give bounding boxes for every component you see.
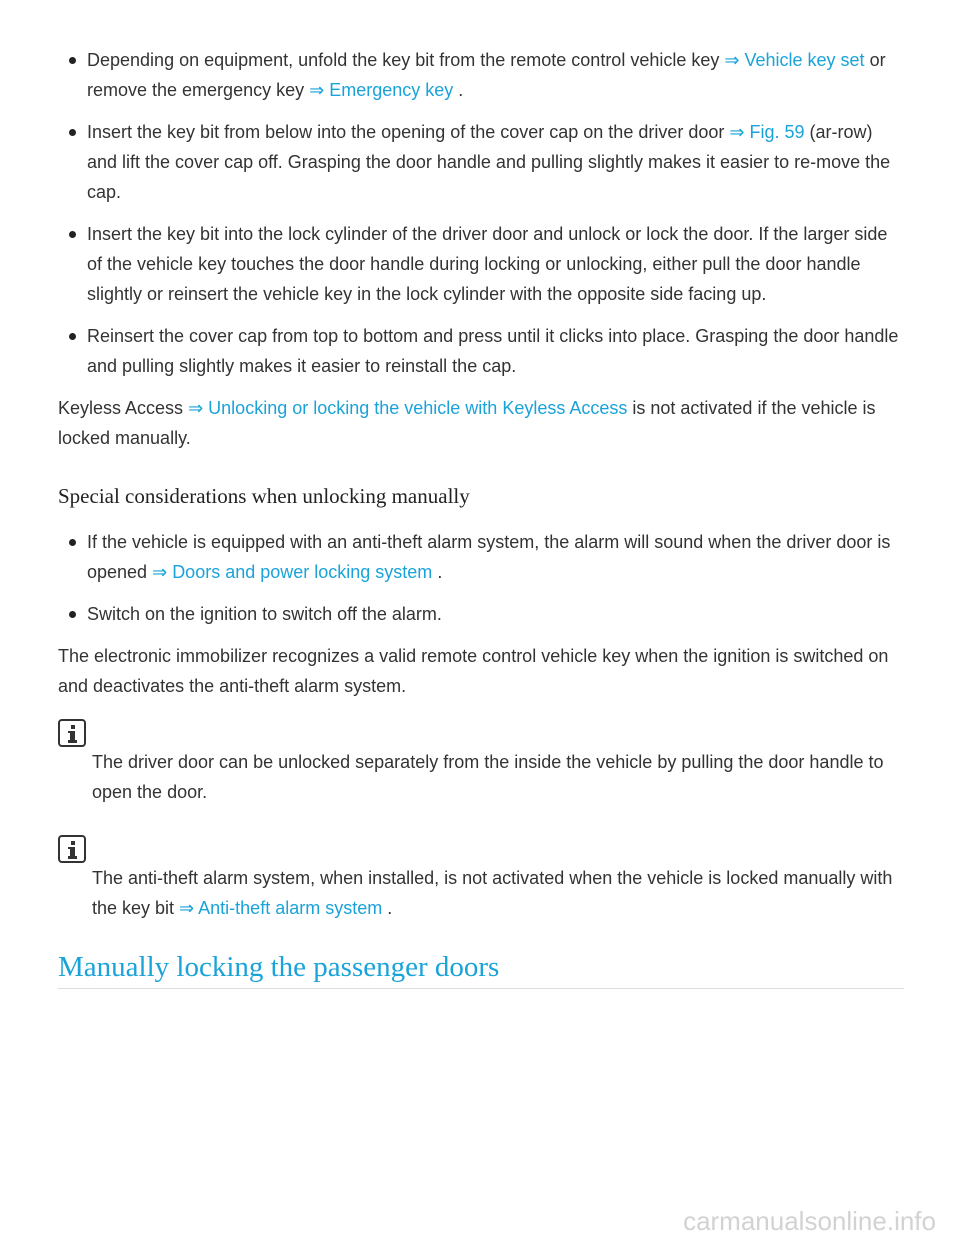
- note-2-text-b: .: [382, 898, 393, 918]
- anti-theft-alarm-link-label: Anti-theft alarm system: [198, 898, 383, 918]
- vehicle-key-set-link-label: Vehicle key set: [744, 50, 865, 70]
- special-item-2-text: Switch on the ignition to switch off the alarm.: [87, 604, 442, 624]
- doors-power-locking-link-label: Doors and power locking system: [172, 562, 433, 582]
- special-considerations-heading: Special considerations when unlocking manually: [58, 484, 470, 508]
- watermark: carmanualsonline.info: [683, 1206, 936, 1236]
- info-icon: [58, 835, 86, 863]
- step-1-text-b: or remove the emergency key: [87, 50, 886, 100]
- step-1-text-a: Depending on equipment, unfold the key bit from the remote control vehicle key: [87, 50, 725, 70]
- doors-power-locking-link[interactable]: [152, 562, 432, 582]
- keyless-paragraph: [58, 393, 904, 453]
- step-4: [58, 321, 904, 381]
- special-item-1: [58, 527, 904, 587]
- step-3: [58, 219, 904, 309]
- info-icon: [58, 719, 86, 747]
- step-2: [58, 117, 904, 207]
- arrow-icon: ⇒: [179, 898, 195, 918]
- keyless-access-link-label: Unlocking or locking the vehicle with Keyless Access: [208, 398, 628, 418]
- step-4-text: Reinsert the cover cap from top to bottom and press until it clicks into place. Grasping the door handle and pulling slightly makes it easier to reinstall the cap.: [87, 326, 899, 376]
- emergency-key-link[interactable]: [309, 80, 453, 100]
- immobilizer-paragraph: The electronic immobilizer recognizes a valid remote control vehicle key when the ignition is switched on and deactivates the anti-theft alarm system.: [58, 646, 889, 696]
- step-1-text-c: .: [453, 80, 464, 100]
- step-1: [58, 45, 904, 105]
- step-2-text-b: (ar-row) and lift the cover cap off. Grasping the door handle and pulling slightly makes it easier to re-move the cap.: [87, 122, 891, 202]
- page-content: [58, 45, 904, 951]
- note-1-text: The driver door can be unlocked separately from the inside the vehicle by pulling the door handle to open the door.: [92, 752, 884, 802]
- keyless-text-a: Keyless Access: [58, 398, 189, 418]
- arrow-icon: ⇒: [309, 80, 325, 100]
- arrow-icon: ⇒: [724, 50, 740, 70]
- emergency-key-link-label: Emergency key: [329, 80, 454, 100]
- fig-59-link-label: Fig. 59: [749, 122, 805, 142]
- note-1: [58, 719, 904, 807]
- special-item-1-text-a: If the vehicle is equipped with an anti-theft alarm system, the alarm will sound when the driver door is opened: [87, 532, 891, 582]
- keyless-access-link[interactable]: [188, 398, 627, 418]
- note-2: [58, 835, 904, 923]
- arrow-icon: ⇒: [152, 562, 168, 582]
- note-2-text: [92, 863, 904, 923]
- special-items: [58, 527, 904, 629]
- keyless-text-b: is not activated if the vehicle is locked manually.: [58, 398, 876, 448]
- note-2-text-a: The anti-theft alarm system, when installed, is not activated when the vehicle is locked manually with the key bit: [92, 868, 893, 918]
- special-item-1-text-b: .: [432, 562, 443, 582]
- arrow-icon: ⇒: [729, 122, 745, 142]
- procedure-steps: [58, 45, 904, 381]
- special-item-2: [58, 599, 904, 629]
- anti-theft-alarm-link[interactable]: [179, 898, 382, 918]
- vehicle-key-set-link[interactable]: [724, 50, 864, 70]
- fig-59-link[interactable]: [729, 122, 804, 142]
- arrow-icon: ⇒: [188, 398, 204, 418]
- step-3-text: Insert the key bit into the lock cylinder of the driver door and unlock or lock the door. If the larger side of the vehicle key touches the door handle during locking or unlocking, either pull the door handle slightly or reinsert the vehicle key in the lock cylinder with the opposite side facing up.: [87, 224, 888, 304]
- section-heading: Manually locking the passenger doors: [58, 950, 904, 989]
- step-2-text-a: Insert the key bit from below into the opening of the cover cap on the driver door: [87, 122, 730, 142]
